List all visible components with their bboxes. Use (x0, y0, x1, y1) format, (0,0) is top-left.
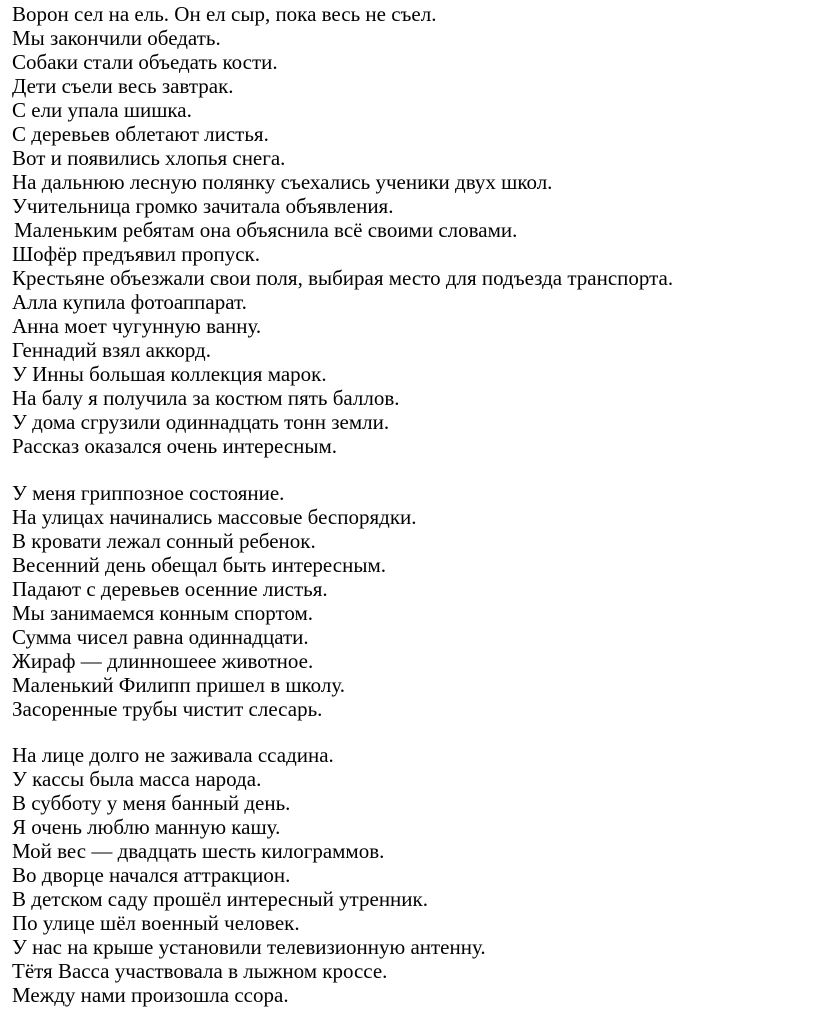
sentence-line: На улицах начинались массовые беспорядки. (12, 505, 417, 529)
sentence-line: В кровати лежал сонный ребенок. (12, 529, 316, 553)
sentence-line: Геннадий взял аккорд. (12, 338, 211, 362)
sentence-line: У нас на крыше установили телевизионную антенну. (12, 935, 486, 959)
sentence-line: Во дворце начался аттракцион. (12, 863, 291, 887)
sentence-line: В детском саду прошёл интересный утренник. (12, 887, 428, 911)
sentence-line: Маленьким ребятам она объяснила всё своими словами. (14, 218, 518, 242)
sentence-line: Жираф — длинношеее животное. (12, 649, 314, 673)
sentence-line: Алла купила фотоаппарат. (12, 290, 247, 314)
sentence-line: Рассказ оказался очень интересным. (12, 434, 338, 458)
sentence-line: Учительница громко зачитала объявления. (12, 194, 394, 218)
sentence-line: У дома сгрузили одиннадцать тонн земли. (12, 410, 390, 434)
sentence-line: Мы занимаемся конным спортом. (12, 601, 314, 625)
sentence-line: Я очень люблю манную кашу. (12, 815, 281, 839)
sentence-line: Засоренные трубы чистит слесарь. (12, 697, 323, 721)
sentence-line: Шофёр предъявил пропуск. (12, 242, 260, 266)
sentence-line: Тётя Васса участвовала в лыжном кроссе. (12, 959, 388, 983)
sentence-line: Падают с деревьев осенние листья. (12, 577, 328, 601)
sentence-line: Весенний день обещал быть интересным. (12, 553, 386, 577)
sentence-line: Собаки стали объедать кости. (12, 50, 278, 74)
sentence-line: У кассы была масса народа. (12, 767, 262, 791)
sentence-line: Мы закончили обедать. (12, 26, 221, 50)
sentence-line: На лице долго не заживала ссадина. (12, 743, 334, 767)
sentence-line: Сумма чисел равна одиннадцати. (12, 625, 309, 649)
sentence-line: Анна моет чугунную ванну. (12, 314, 262, 338)
sentence-line: С деревьев облетают листья. (12, 122, 269, 146)
sentence-line: На балу я получила за костюм пять баллов. (12, 386, 400, 410)
sentence-line: По улице шёл военный человек. (12, 911, 300, 935)
sentence-line: На дальнюю лесную полянку съехались ученики двух школ. (12, 170, 553, 194)
sentence-line: Между нами произошла ссора. (12, 983, 289, 1007)
sentence-line: С ели упала шишка. (12, 98, 192, 122)
sentence-line: Вот и появились хлопья снега. (12, 146, 286, 170)
sentence-line: Маленький Филипп пришел в школу. (12, 673, 346, 697)
sentence-line: У меня гриппозное состояние. (12, 481, 285, 505)
sentence-line: Дети съели весь завтрак. (12, 74, 234, 98)
sentence-line: В субботу у меня банный день. (12, 791, 291, 815)
sentence-line: У Инны большая коллекция марок. (12, 362, 327, 386)
sentence-line: Крестьяне объезжали свои поля, выбирая место для подъезда транспорта. (12, 266, 674, 290)
sentence-line: Мой вес — двадцать шесть килограммов. (12, 839, 385, 863)
sentence-line: Ворон сел на ель. Он ел сыр, пока весь не съел. (12, 2, 437, 26)
